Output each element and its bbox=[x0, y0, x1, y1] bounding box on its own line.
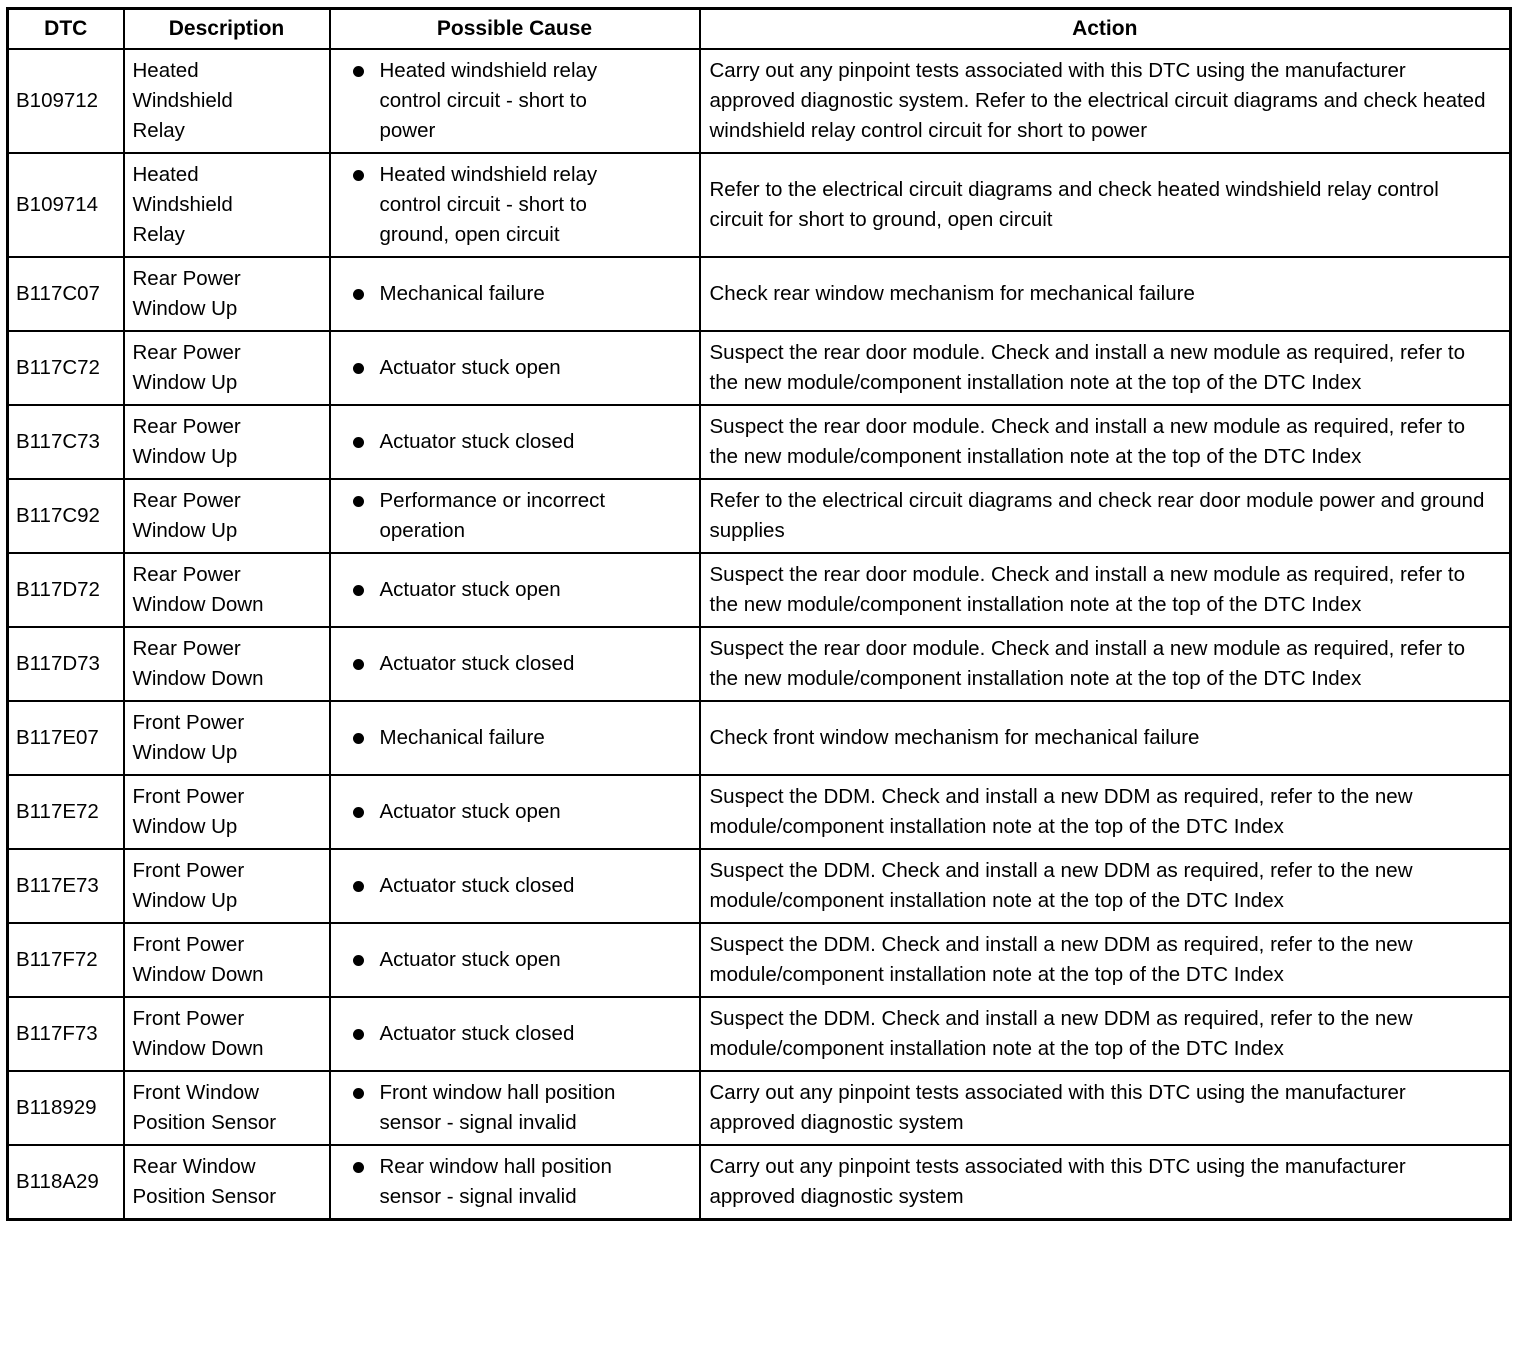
table-row bbox=[8, 479, 1511, 553]
description-cell bbox=[124, 1145, 330, 1220]
action-cell: Check rear window mechanism for mechanical failure bbox=[700, 257, 1511, 331]
table-row bbox=[8, 553, 1511, 627]
table-body bbox=[8, 49, 1511, 1220]
cause-text: Actuator stuck closed bbox=[379, 1022, 575, 1045]
description-cell bbox=[124, 775, 330, 849]
description-text: Rear Power Window Up bbox=[132, 415, 241, 468]
dtc-code-cell: B109714 bbox=[8, 153, 124, 257]
possible-cause-cell bbox=[330, 1145, 700, 1220]
header-row bbox=[8, 9, 1511, 50]
description-cell bbox=[124, 49, 330, 153]
cause-text: Mechanical failure bbox=[379, 726, 545, 749]
possible-cause-cell bbox=[330, 775, 700, 849]
description-text: Front Power Window Up bbox=[132, 785, 245, 838]
dtc-code-cell: B118929 bbox=[8, 1071, 124, 1145]
description-text: Rear Power Window Up bbox=[132, 341, 241, 394]
cause-item bbox=[343, 279, 687, 309]
possible-cause-cell bbox=[330, 153, 700, 257]
action-cell: Carry out any pinpoint tests associated with this DTC using the manufacturer approved diagnostic system. Refer to the electrical circuit diagrams and check heated windshield relay control circuit for short to power bbox=[700, 49, 1511, 153]
cause-text: Heated windshield relay control circuit - short to ground, open circuit bbox=[379, 163, 598, 246]
possible-cause-cell bbox=[330, 553, 700, 627]
table-row bbox=[8, 923, 1511, 997]
bullet-icon bbox=[353, 881, 364, 892]
description-cell bbox=[124, 627, 330, 701]
action-cell: Suspect the rear door module. Check and install a new module as required, refer to the new module/component installation note at the top of the DTC Index bbox=[700, 553, 1511, 627]
possible-cause-cell bbox=[330, 479, 700, 553]
action-cell: Suspect the DDM. Check and install a new DDM as required, refer to the new module/component installation note at the top of the DTC Index bbox=[700, 775, 1511, 849]
bullet-icon bbox=[353, 1162, 364, 1173]
cause-item bbox=[343, 486, 687, 546]
description-cell bbox=[124, 553, 330, 627]
header-description: Description bbox=[124, 9, 330, 50]
dtc-code-cell: B109712 bbox=[8, 49, 124, 153]
action-cell: Suspect the rear door module. Check and install a new module as required, refer to the new module/component installation note at the top of the DTC Index bbox=[700, 627, 1511, 701]
possible-cause-cell bbox=[330, 627, 700, 701]
bullet-icon bbox=[353, 733, 364, 744]
bullet-icon bbox=[353, 659, 364, 670]
cause-item bbox=[343, 56, 687, 146]
description-cell bbox=[124, 153, 330, 257]
cause-text: Actuator stuck closed bbox=[379, 874, 575, 897]
description-cell bbox=[124, 479, 330, 553]
cause-item bbox=[343, 160, 687, 250]
dtc-code-cell: B117E73 bbox=[8, 849, 124, 923]
description-cell bbox=[124, 331, 330, 405]
table-row bbox=[8, 331, 1511, 405]
description-text: Rear Power Window Up bbox=[132, 489, 241, 542]
bullet-icon bbox=[353, 1029, 364, 1040]
dtc-code-cell: B117C07 bbox=[8, 257, 124, 331]
description-text: Heated Windshield Relay bbox=[132, 59, 233, 142]
cause-text: Performance or incorrect operation bbox=[379, 489, 606, 542]
description-cell bbox=[124, 257, 330, 331]
description-cell bbox=[124, 701, 330, 775]
action-cell: Suspect the rear door module. Check and install a new module as required, refer to the new module/component installation note at the top of the DTC Index bbox=[700, 331, 1511, 405]
description-text: Front Power Window Down bbox=[132, 933, 264, 986]
description-text: Rear Power Window Down bbox=[132, 563, 264, 616]
dtc-code-cell: B117C72 bbox=[8, 331, 124, 405]
cause-item bbox=[343, 723, 687, 753]
cause-item bbox=[343, 797, 687, 827]
possible-cause-cell bbox=[330, 49, 700, 153]
table-row bbox=[8, 849, 1511, 923]
action-cell: Suspect the DDM. Check and install a new DDM as required, refer to the new module/component installation note at the top of the DTC Index bbox=[700, 923, 1511, 997]
dtc-code-cell: B117C92 bbox=[8, 479, 124, 553]
possible-cause-cell bbox=[330, 331, 700, 405]
description-text: Rear Window Position Sensor bbox=[132, 1155, 277, 1208]
bullet-icon bbox=[353, 1088, 364, 1099]
description-cell bbox=[124, 849, 330, 923]
cause-text: Actuator stuck open bbox=[379, 948, 561, 971]
cause-text: Heated windshield relay control circuit - short to power bbox=[379, 59, 598, 142]
action-cell: Refer to the electrical circuit diagrams and check heated windshield relay control circuit for short to ground, open circuit bbox=[700, 153, 1511, 257]
table-row bbox=[8, 1071, 1511, 1145]
dtc-code-cell: B117F72 bbox=[8, 923, 124, 997]
table-row bbox=[8, 49, 1511, 153]
action-cell: Suspect the rear door module. Check and install a new module as required, refer to the new module/component installation note at the top of the DTC Index bbox=[700, 405, 1511, 479]
description-cell bbox=[124, 997, 330, 1071]
dtc-code-cell: B117D72 bbox=[8, 553, 124, 627]
description-text: Front Window Position Sensor bbox=[132, 1081, 277, 1134]
dtc-code-cell: B117D73 bbox=[8, 627, 124, 701]
cause-text: Actuator stuck open bbox=[379, 356, 561, 379]
cause-item bbox=[343, 575, 687, 605]
header-dtc: DTC bbox=[8, 9, 124, 50]
table-row bbox=[8, 257, 1511, 331]
table-row bbox=[8, 405, 1511, 479]
cause-item bbox=[343, 1019, 687, 1049]
description-text: Heated Windshield Relay bbox=[132, 163, 233, 246]
bullet-icon bbox=[353, 170, 364, 181]
bullet-icon bbox=[353, 437, 364, 448]
cause-item bbox=[343, 945, 687, 975]
description-cell bbox=[124, 923, 330, 997]
action-cell: Carry out any pinpoint tests associated with this DTC using the manufacturer approved diagnostic system bbox=[700, 1071, 1511, 1145]
description-cell bbox=[124, 405, 330, 479]
dtc-code-cell: B117E72 bbox=[8, 775, 124, 849]
table-row bbox=[8, 997, 1511, 1071]
cause-text: Actuator stuck open bbox=[379, 800, 561, 823]
action-cell: Suspect the DDM. Check and install a new DDM as required, refer to the new module/component installation note at the top of the DTC Index bbox=[700, 849, 1511, 923]
description-text: Front Power Window Up bbox=[132, 711, 245, 764]
description-text: Rear Power Window Up bbox=[132, 267, 241, 320]
bullet-icon bbox=[353, 496, 364, 507]
cause-text: Mechanical failure bbox=[379, 282, 545, 305]
action-cell: Carry out any pinpoint tests associated with this DTC using the manufacturer approved diagnostic system bbox=[700, 1145, 1511, 1220]
cause-text: Actuator stuck closed bbox=[379, 652, 575, 675]
table-row bbox=[8, 153, 1511, 257]
action-cell: Check front window mechanism for mechanical failure bbox=[700, 701, 1511, 775]
possible-cause-cell bbox=[330, 701, 700, 775]
dtc-code-cell: B118A29 bbox=[8, 1145, 124, 1220]
possible-cause-cell bbox=[330, 405, 700, 479]
description-text: Front Power Window Down bbox=[132, 1007, 264, 1060]
dtc-code-cell: B117F73 bbox=[8, 997, 124, 1071]
bullet-icon bbox=[353, 585, 364, 596]
table-row bbox=[8, 775, 1511, 849]
table-row bbox=[8, 1145, 1511, 1220]
possible-cause-cell bbox=[330, 997, 700, 1071]
cause-text: Front window hall position sensor - signal invalid bbox=[379, 1081, 616, 1134]
bullet-icon bbox=[353, 807, 364, 818]
bullet-icon bbox=[353, 955, 364, 966]
description-text: Rear Power Window Down bbox=[132, 637, 264, 690]
cause-text: Rear window hall position sensor - signal invalid bbox=[379, 1155, 612, 1208]
description-text: Front Power Window Up bbox=[132, 859, 245, 912]
possible-cause-cell bbox=[330, 923, 700, 997]
cause-item bbox=[343, 427, 687, 457]
bullet-icon bbox=[353, 66, 364, 77]
bullet-icon bbox=[353, 289, 364, 300]
header-possible-cause: Possible Cause bbox=[330, 9, 700, 50]
cause-item bbox=[343, 649, 687, 679]
possible-cause-cell bbox=[330, 257, 700, 331]
cause-item bbox=[343, 353, 687, 383]
cause-item bbox=[343, 1152, 687, 1212]
dtc-code-cell: B117C73 bbox=[8, 405, 124, 479]
cause-item bbox=[343, 1078, 687, 1138]
dtc-code-cell: B117E07 bbox=[8, 701, 124, 775]
table-row bbox=[8, 701, 1511, 775]
description-cell bbox=[124, 1071, 330, 1145]
bullet-icon bbox=[353, 363, 364, 374]
table-row bbox=[8, 627, 1511, 701]
cause-item bbox=[343, 871, 687, 901]
cause-text: Actuator stuck open bbox=[379, 578, 561, 601]
header-action: Action bbox=[700, 9, 1511, 50]
action-cell: Suspect the DDM. Check and install a new DDM as required, refer to the new module/component installation note at the top of the DTC Index bbox=[700, 997, 1511, 1071]
possible-cause-cell bbox=[330, 849, 700, 923]
action-cell: Refer to the electrical circuit diagrams and check rear door module power and ground supplies bbox=[700, 479, 1511, 553]
dtc-index-table bbox=[6, 7, 1512, 1221]
possible-cause-cell bbox=[330, 1071, 700, 1145]
cause-text: Actuator stuck closed bbox=[379, 430, 575, 453]
